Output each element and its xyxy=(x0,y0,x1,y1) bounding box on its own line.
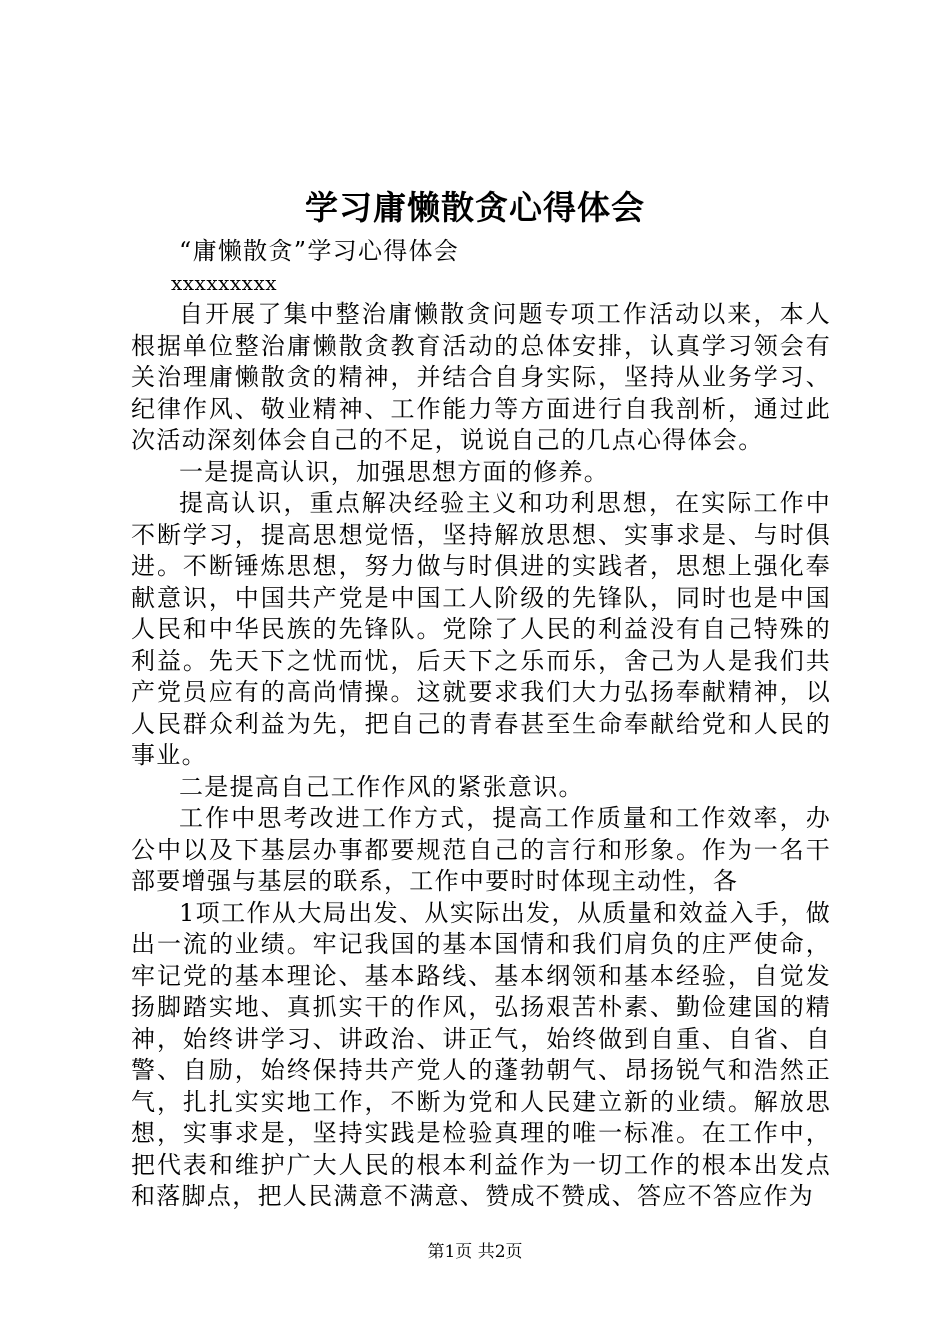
page-footer: 第1页 共2页 xyxy=(427,1242,523,1262)
body-paragraph: 提高认识，重点解决经验主义和功利思想，在实际工作中不断学习，提高思想觉悟，坚持解放思想、实事求是、与时俱进。不断锤炼思想，努力做与时俱进的实践者，思想上强化奉献意识，中国共产党是中国工人阶级的先锋队，同时也是中国人民和中华民族的先锋队。党除了人民的利益没有自己特殊的利益。先天下之忧而忧，后天下之乐而乐，舍己为人是我们共产党员应有的高尚情操。这就要求我们大力弘扬奉献精神，以人民群众利益为先，把自己的青春甚至生命奉献给党和人民的事业。 xyxy=(131,489,831,769)
body-paragraph: 1项工作从大局出发、从实际出发，从质量和效益入手，做出一流的业绩。牢记我国的基本国情和我们肩负的庄严使命，牢记党的基本理论、基本路线、基本纲领和基本经验，自觉发扬脚踏实地、真抓实干的作风，弘扬艰苦朴素、勤俭建国的精神，始终讲学习、讲政治、讲正气，始终做到自重、自省、自警、自励，始终保持共产党人的蓬勃朝气、昂扬锐气和浩然正气，扎扎实实地工作，不断为党和人民建立新的业绩。解放思想，实事求是，坚持实践是检验真理的唯一标准。在工作中，把代表和维护广大人民的根本利益作为一切工作的根本出发点和落脚点，把人民满意不满意、赞成不赞成、答应不答应作为 xyxy=(131,898,831,1210)
body-paragraph: 自开展了集中整治庸懒散贪问题专项工作活动以来，本人根据单位整治庸懒散贪教育活动的总体安排，认真学习领会有关治理庸懒散贪的精神，并结合自身实际，坚持从业务学习、纪律作风、敬业精神、工作能力等方面进行自我剖析，通过此次活动深刻体会自己的不足，说说自己的几点心得体会。 xyxy=(131,300,831,454)
section-heading-2: 二是提高自己工作作风的紧张意识。 xyxy=(179,772,584,801)
document-title: 学习庸懒散贪心得体会 xyxy=(305,188,645,227)
document-body xyxy=(131,236,831,1213)
subtitle-paragraph: “庸懒散贪”学习心得体会 xyxy=(179,237,460,265)
body-paragraph: 工作中思考改进工作方式，提高工作质量和工作效率，办公中以及下基层办事都要规范自己的言行和形象。作为一名干部要增强与基层的联系，工作中要时时体现主动性，各 xyxy=(131,804,831,895)
author-paragraph: xxxxxxxxx xyxy=(171,270,278,295)
section-heading-1: 一是提高认识，加强思想方面的修养。 xyxy=(179,457,610,486)
